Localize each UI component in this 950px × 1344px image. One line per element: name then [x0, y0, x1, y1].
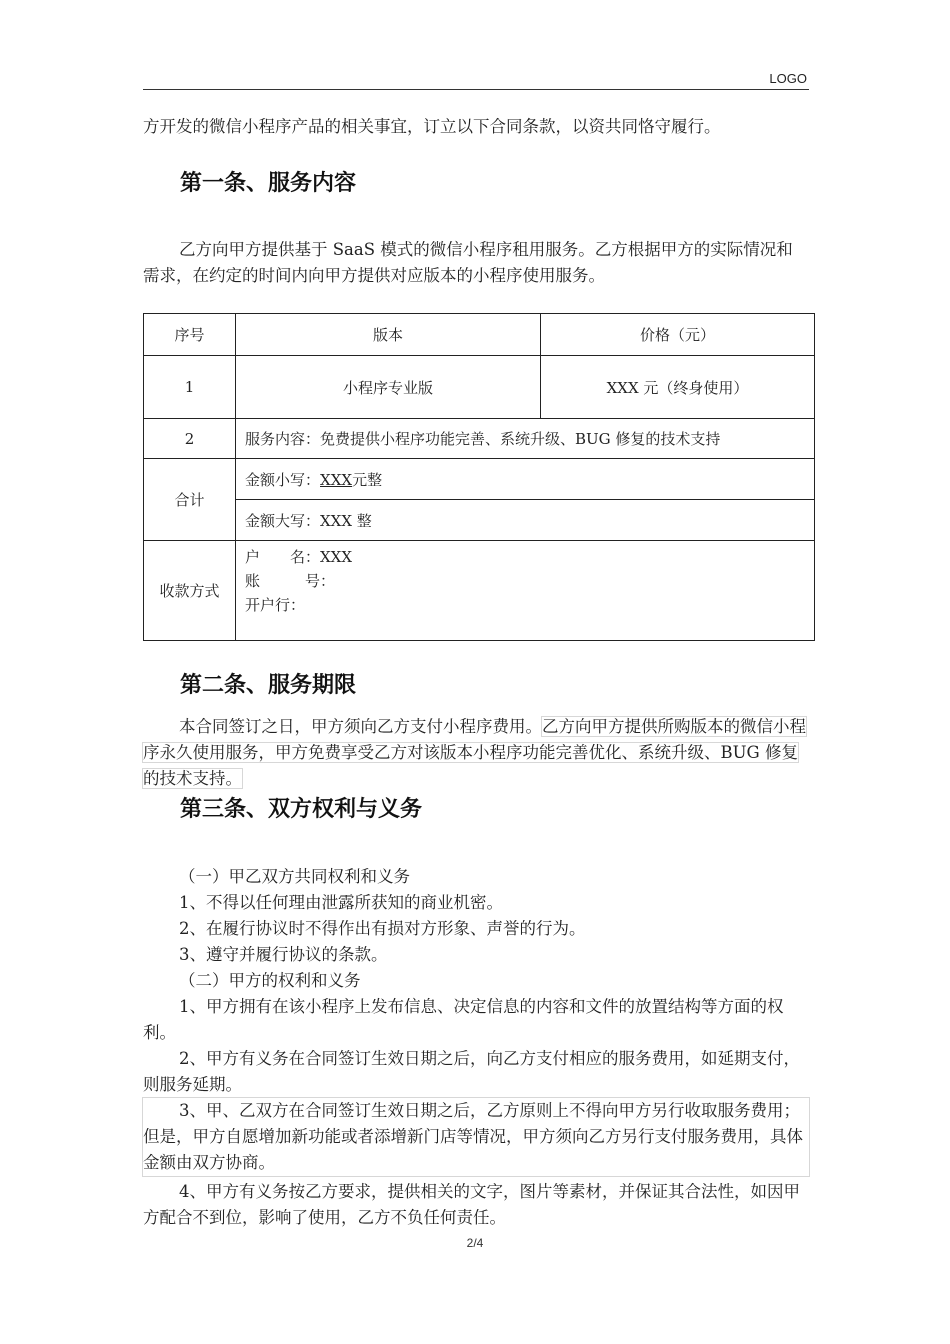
- header-price: 价格（元）: [541, 314, 815, 356]
- list-item: 1、不得以任何理由泄露所获知的商业机密。: [179, 893, 503, 912]
- payment-details: [236, 541, 815, 641]
- list-item: （一）甲乙双方共同权利和义务: [179, 867, 410, 886]
- list-item: 3、遵守并履行协议的条款。: [179, 945, 388, 964]
- payment-row: [144, 541, 815, 641]
- header-version: 版本: [236, 314, 541, 356]
- row2-content: 服务内容：免费提供小程序功能完善、系统升级、BUG 修复的技术支持: [236, 419, 815, 459]
- total-lower-prefix: 金额小写：: [245, 470, 321, 489]
- section2-body-part1: 本合同签订之日，甲方须向乙方支付小程序费用。: [179, 717, 542, 736]
- payment-label: 收款方式: [144, 541, 236, 641]
- total-label: 合计: [144, 459, 236, 541]
- payment-bank: 开户行：: [245, 596, 306, 614]
- list-item: 3、甲、乙双方在合同签订生效日期之后，乙方原则上不得向甲方另行收取服务费用；但是，甲方自愿增加新功能或者添增新门店等情况，甲方须向乙方另行支付服务费用，具体金额由双方协商。: [143, 1098, 809, 1176]
- list-item: 1、甲方拥有在该小程序上发布信息、决定信息的内容和文件的放置结构等方面的权利。: [143, 997, 784, 1042]
- list-item: 2、在履行协议时不得作出有损对方形象、声誉的行为。: [179, 919, 586, 938]
- row1-price: XXX 元（终身使用）: [541, 356, 815, 419]
- total-upper: 金额大写：XXX 整: [236, 500, 815, 541]
- list-item: 4、甲方有义务按乙方要求，提供相关的文字，图片等素材，并保证其合法性，如因甲方配合不到位，影响了使用，乙方不负任何责任。: [143, 1182, 800, 1227]
- section1-title: 第一条、服务内容: [180, 171, 357, 196]
- list-item: 2、甲方有义务在合同签订生效日期之后，向乙方支付相应的服务费用，如延期支付，则服务延期。: [143, 1049, 800, 1094]
- header-logo: LOGO: [769, 71, 807, 86]
- section3-title: 第三条、双方权利与义务: [180, 797, 423, 822]
- table-row: [144, 356, 815, 419]
- total-row-upper: [144, 500, 815, 541]
- total-lower-value: XXX: [320, 470, 353, 489]
- section1-body: 乙方向甲方提供基于 SaaS 模式的微信小程序租用服务。乙方根据甲方的实际情况和需求，在约定的时间内向甲方提供对应版本的小程序使用服务。: [143, 240, 793, 285]
- header-no: 序号: [144, 314, 236, 356]
- table-row: [144, 419, 815, 459]
- payment-account-no: 账 号：: [245, 572, 336, 590]
- header-divider: [143, 89, 809, 90]
- table-header-row: [144, 314, 815, 356]
- section2-title: 第二条、服务期限: [180, 673, 357, 698]
- price-table: [143, 313, 815, 641]
- total-lower-suffix: 元整: [352, 470, 383, 489]
- payment-account-name: 户 名：XXX: [245, 548, 353, 566]
- section2-body: [143, 714, 809, 792]
- total-row-lower: [144, 459, 815, 500]
- row2-no: 2: [144, 419, 236, 459]
- section3-list: [143, 864, 809, 1231]
- section2-tracked-change: 乙方向甲方提供所购版本的微信小程序永久使用服务，甲方免费享受乙方对该版本小程序功能完善优化、系统升级、BUG 修复的技术支持。: [143, 717, 806, 788]
- page-number: 2/4: [466, 1236, 484, 1250]
- row1-no: 1: [144, 356, 236, 419]
- total-lower-cell: [236, 459, 815, 500]
- list-item: （二）甲方的权利和义务: [179, 971, 361, 990]
- row1-version: 小程序专业版: [236, 356, 541, 419]
- intro-paragraph: 方开发的微信小程序产品的相关事宜，订立以下合同条款，以资共同恪守履行。: [143, 117, 721, 136]
